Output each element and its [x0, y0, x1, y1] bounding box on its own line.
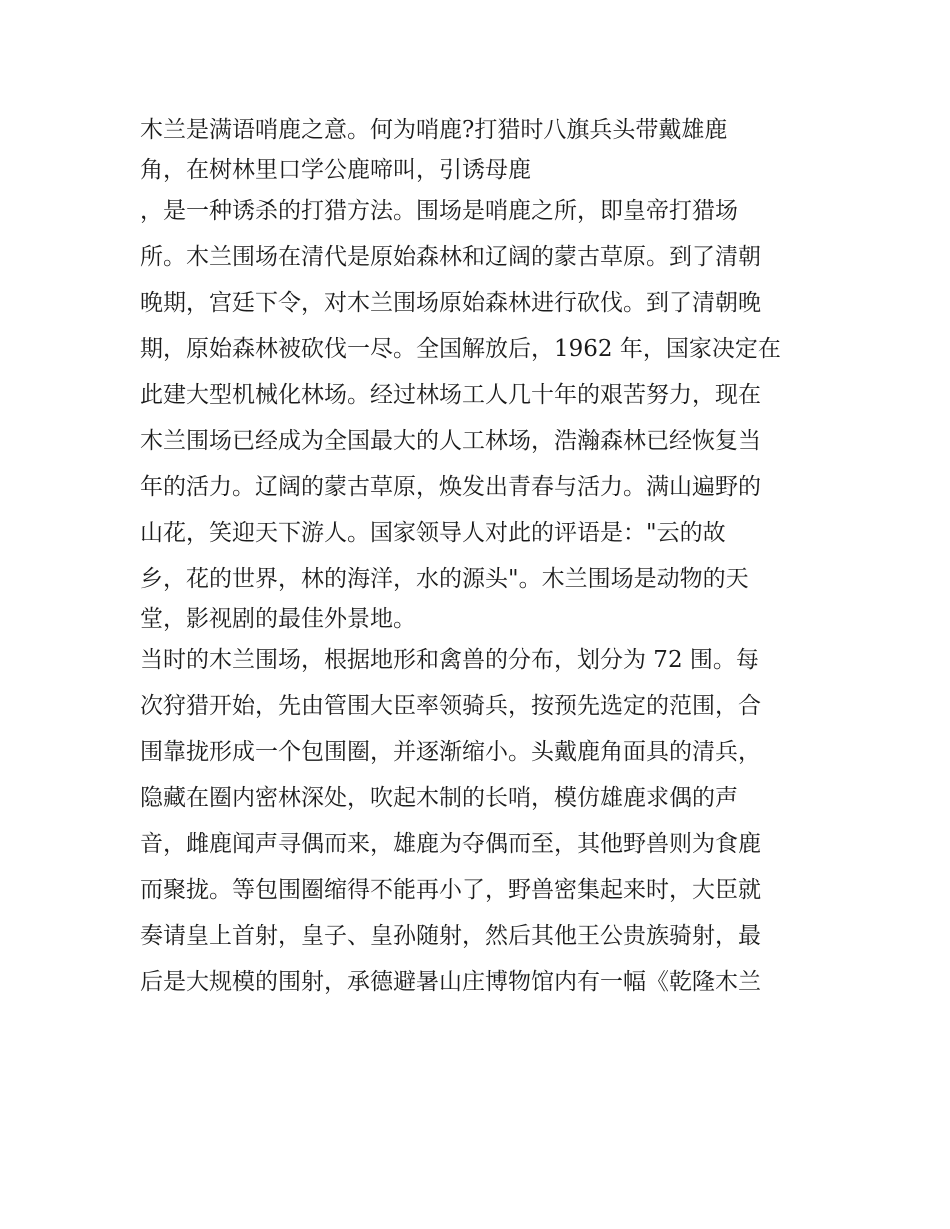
document-page: [140, 107, 820, 1005]
text-line: 此建大型机械化林场。经过林场工人几十年的艰苦努力，现在: [140, 382, 761, 408]
text-line: 年的活力。辽阔的蒙古草原，焕发出青春与活力。满山遍野的: [140, 474, 761, 500]
text-line: 山花，笑迎天下游人。国家领导人对此的评语是："云的故: [140, 520, 726, 546]
text-line: 木兰围场已经成为全国最大的人工林场，浩瀚森林已经恢复当: [140, 428, 761, 454]
paragraph-2: [140, 637, 820, 1005]
text-line: 乡，花的世界，林的海洋，水的源头"。木兰围场是动物的天: [140, 566, 749, 592]
text-line: 奏请皇上首射，皇子、皇孙随射，然后其他王公贵族骑射，最: [140, 923, 761, 949]
text-line: 晚期，宫廷下令，对木兰围场原始森林进行砍伐。到了清朝晚: [140, 290, 761, 316]
text-line: 所。木兰围场在清代是原始森林和辽阔的蒙古草原。到了清朝: [140, 244, 761, 270]
text-line: 角，在树林里口学公鹿啼叫，引诱母鹿: [140, 157, 531, 183]
text-line: 后是大规模的围射，承德避暑山庄博物馆内有一幅《乾隆木兰: [140, 969, 761, 995]
text-line: 期，原始森林被砍伐一尽。全国解放后，1962 年，国家决定在: [140, 336, 781, 362]
text-line: 堂，影视剧的最佳外景地。: [140, 606, 416, 632]
text-line: 围靠拢形成一个包围圈，并逐渐缩小。头戴鹿角面具的清兵，: [140, 739, 761, 765]
text-line: 隐藏在圈内密林深处，吹起木制的长哨，模仿雄鹿求偶的声: [140, 785, 738, 811]
text-line: ，是一种诱杀的打猎方法。围场是哨鹿之所，即皇帝打猎场: [140, 198, 738, 224]
text-line: 木兰是满语哨鹿之意。何为哨鹿?打猎时八旗兵头带戴雄鹿: [140, 117, 728, 143]
text-line: 音，雌鹿闻声寻偶而来，雄鹿为夺偶而至，其他野兽则为食鹿: [140, 831, 761, 857]
text-line: 而聚拢。等包围圈缩得不能再小了，野兽密集起来时，大臣就: [140, 877, 761, 903]
paragraph-1: [140, 107, 820, 637]
text-line: 当时的木兰围场，根据地形和禽兽的分布，划分为 72 围。每: [140, 647, 759, 673]
text-line: 次狩猎开始，先由管围大臣率领骑兵，按预先选定的范围，合: [140, 693, 761, 719]
